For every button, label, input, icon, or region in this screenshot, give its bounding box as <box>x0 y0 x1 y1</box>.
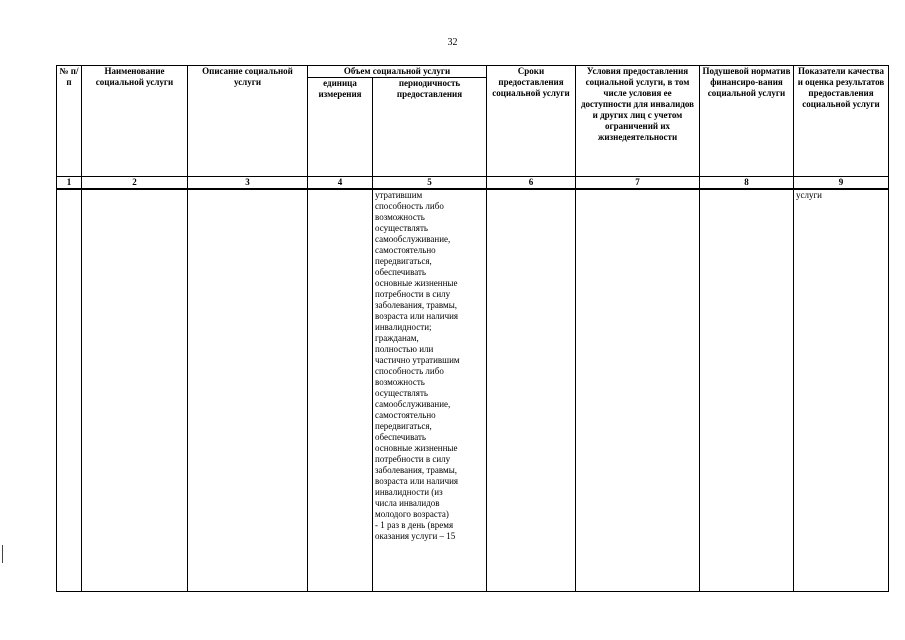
column-number: 2 <box>82 177 188 190</box>
periodicity-text-line: возможность <box>375 212 425 222</box>
page-number: 32 <box>447 37 458 48</box>
periodicity-text-line: передвигаться, <box>375 256 432 266</box>
header-volume-group: Объем социальной услуги <box>308 66 487 78</box>
header-terms: Сроки предоставления социальной услуги <box>487 66 576 177</box>
periodicity-text-line: инвалидности (из <box>375 487 443 497</box>
column-number: 3 <box>188 177 308 190</box>
header-financing-norm: Подушевой норматив финансиро-вания социальной услуги <box>700 66 794 177</box>
header-service-description: Описание социальной услуги <box>188 66 308 177</box>
header-periodicity: периодичность предоставления <box>373 78 487 177</box>
column-number: 9 <box>794 177 889 190</box>
cell-periodicity <box>373 189 487 592</box>
periodicity-text-line: способность либо <box>375 201 444 211</box>
periodicity-text-line: частично утратившим <box>375 355 460 365</box>
periodicity-text-line: числа инвалидов <box>375 498 440 508</box>
cell-quality-indicators: услуги <box>794 189 889 592</box>
periodicity-text-line: обеспечивать <box>375 432 427 442</box>
header-number: № п/п <box>57 66 82 177</box>
periodicity-text-line: - 1 раз в день (время <box>375 520 454 530</box>
periodicity-text-line: молодого возраста) <box>375 509 449 519</box>
header-unit: единица измерения <box>308 78 373 177</box>
cell-service-description <box>188 189 308 592</box>
column-number: 6 <box>487 177 576 190</box>
periodicity-text-line: заболевания, травмы, <box>375 300 458 310</box>
periodicity-text-line: возраста или наличия <box>375 311 459 321</box>
periodicity-text-line: возможность <box>375 377 425 387</box>
periodicity-text-line: утратившим <box>375 190 423 200</box>
periodicity-text-line: осуществлять <box>375 223 428 233</box>
periodicity-text-line: гражданам, <box>375 333 419 343</box>
periodicity-text-line: основные жизненные <box>375 443 458 453</box>
column-number: 4 <box>308 177 373 190</box>
periodicity-text-line: способность либо <box>375 366 444 376</box>
periodicity-text-line: самостоятельно <box>375 245 436 255</box>
cell-number <box>57 189 82 592</box>
cell-unit <box>308 189 373 592</box>
header-row <box>57 66 889 78</box>
periodicity-text-line: инвалидности; <box>375 322 432 332</box>
periodicity-text-line: заболевания, травмы, <box>375 465 458 475</box>
column-number: 8 <box>700 177 794 190</box>
cell-financing-norm <box>700 189 794 592</box>
periodicity-text-line: возраста или наличия <box>375 476 459 486</box>
periodicity-text-line: потребности в силу <box>375 289 451 299</box>
cell-service-name <box>82 189 188 592</box>
periodicity-text-line: самообслуживание, <box>375 399 451 409</box>
periodicity-text-line: осуществлять <box>375 388 428 398</box>
header-service-name: Наименование социальной услуги <box>82 66 188 177</box>
periodicity-text-line: основные жизненные <box>375 278 458 288</box>
header-conditions: Условия предоставления социальной услуги, в том числе условия ее доступности для инвалидов и других лиц с учетом ограничений их жизнедеятельности <box>576 66 700 177</box>
column-number: 5 <box>373 177 487 190</box>
periodicity-text-line: обеспечивать <box>375 267 427 277</box>
periodicity-text-line: передвигаться, <box>375 421 432 431</box>
header-quality-indicators: Показатели качества и оценка результатов предоставления социальной услуги <box>794 66 889 177</box>
scan-edge-mark <box>2 545 3 563</box>
periodicity-text-line: самообслуживание, <box>375 234 451 244</box>
cell-terms <box>487 189 576 592</box>
cell-conditions <box>576 189 700 592</box>
column-number-row <box>57 177 889 190</box>
column-number: 1 <box>57 177 82 190</box>
periodicity-text-line: оказания услуги – 15 <box>375 531 456 541</box>
column-number: 7 <box>576 177 700 190</box>
periodicity-text-line: полностью или <box>375 344 434 354</box>
periodicity-text-line: самостоятельно <box>375 410 436 420</box>
table-row <box>57 189 889 592</box>
social-services-table <box>56 65 889 592</box>
periodicity-text-line: потребности в силу <box>375 454 451 464</box>
